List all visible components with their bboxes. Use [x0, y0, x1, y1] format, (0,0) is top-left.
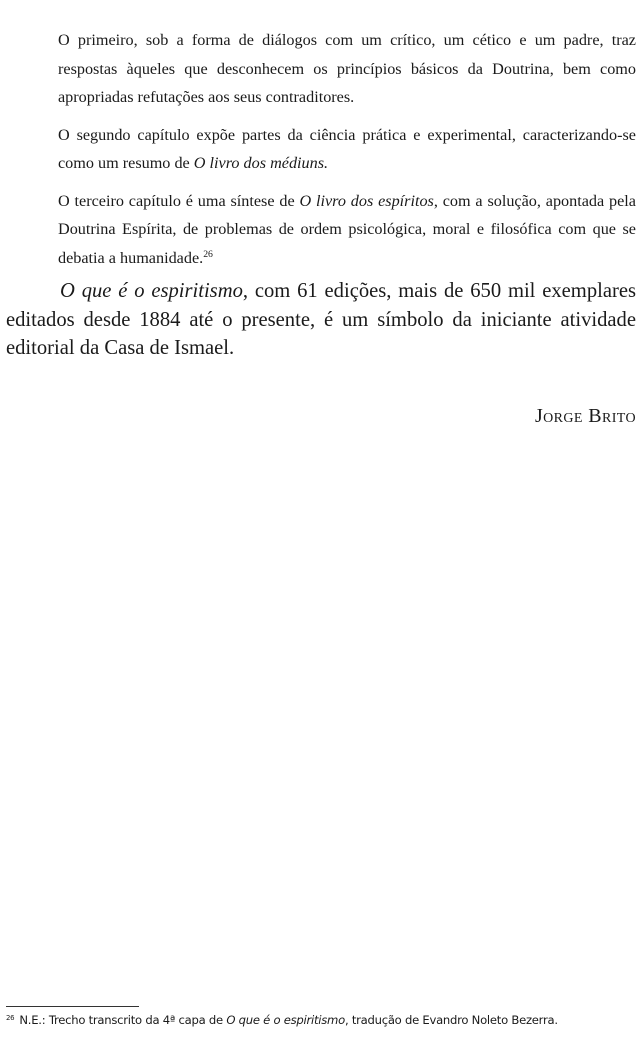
book-title-spirits: O livro dos espíritos — [299, 191, 434, 210]
body-paragraph — [6, 277, 636, 363]
book-title-medium: O livro dos médiuns. — [193, 154, 329, 172]
block-quote — [58, 26, 636, 281]
book-title-main: O que é o espiritismo — [60, 280, 243, 302]
author-signature: Jorge Brito — [534, 405, 636, 427]
footnote-reference[interactable]: 26 — [203, 248, 213, 260]
footnote — [6, 1012, 636, 1029]
quote-paragraph-1-text: O primeiro, sob a forma de diálogos com um crítico, um cético e um padre, traz respostas àqueles que desconhecem os princípios básicos da Doutrina, bem como apropriadas refutações aos seus contraditores. — [58, 31, 636, 106]
quote-paragraph-3-text-b: , com a solução, apontada pela Doutrina Espírita, de problemas de ordem psicológica, moral e filosófica com que se debatia a humanidade. — [58, 191, 636, 267]
quote-paragraph-3 — [58, 187, 636, 273]
footnote-number: 26 — [6, 1013, 15, 1022]
quote-paragraph-1 — [58, 26, 636, 112]
body-paragraph-text: , com 61 edições, mais de 650 mil exemplares editados desde 1884 até o presente, é um símbolo da iniciante atividade editorial da Casa de Ismael. — [6, 280, 636, 359]
quote-paragraph-2 — [58, 121, 636, 178]
footnote-separator — [6, 1006, 139, 1007]
footnote-text-a: N.E.: Trecho transcrito da 4ª capa de — [19, 1013, 227, 1027]
footnote-text-b: , tradução de Evandro Noleto Bezerra. — [344, 1013, 558, 1027]
quote-paragraph-3-text-a: O terceiro capítulo é uma síntese de — [58, 191, 300, 210]
quote-paragraph-2-text: O segundo capítulo expõe partes da ciência prática e experimental, caracterizando-se como um resumo de — [58, 125, 636, 172]
footnote-book-title: O que é o espiritismo — [226, 1013, 345, 1027]
